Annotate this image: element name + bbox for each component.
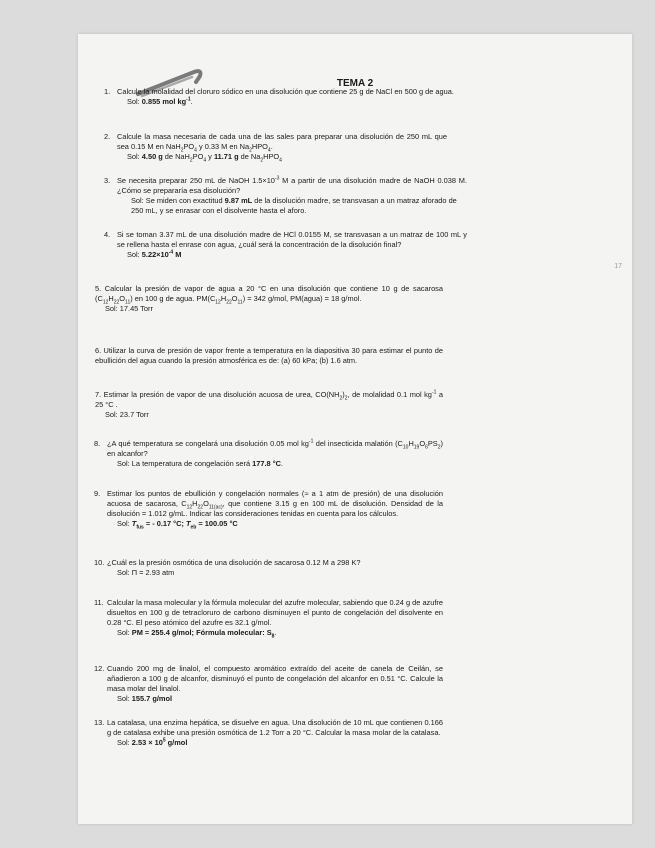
question-3 — [104, 175, 467, 216]
question-text: 7. Estimar la presión de vapor de una disolución acuosa de urea, $CO(NH_2)_2$, de molalidad 0.1 mol $kg^{-1}$ a 25 °C . — [95, 389, 444, 409]
question-text: La catalasa, una enzima hepática, se disuelve en agua. Una disolución de 10 mL que contienen 0.166 g de catalasa exhibe una presión osmótica de 1.2 Torr a 20 °C. Calcular la masa molar de la catalasa. — [107, 718, 443, 737]
question-6 — [95, 346, 443, 366]
question-9 — [94, 489, 443, 531]
question-12 — [94, 664, 443, 704]
solution: Sol: 17.45 Torr — [105, 304, 153, 313]
solution: Sol: 155.7 g/mol — [117, 694, 173, 703]
question-13 — [94, 718, 443, 748]
question-7 — [95, 390, 443, 420]
question-text: ¿A qué temperatura se congelará una disolución 0.05 mol $kg^{-1}$ del insecticida malatión $(C_{10}H_{19}O_6PS_2)$ en alcanfor? — [107, 438, 443, 458]
question-number: 12. — [94, 664, 105, 673]
question-text: Calcular la masa molecular y la fórmula molecular del azufre molecular, sabiendo que 0.24 g de azufre disueltos en 100 g de tetracloruro de carbono disminuyen el punto de congelación del disolvente en 0.28 °C. El peso atómico del azufre es 32.1 g/mol. — [107, 598, 443, 627]
solution: Sol: $2.53 \times 10^5$ g/mol — [117, 737, 188, 747]
question-5 — [95, 284, 443, 314]
question-number: 2. — [104, 132, 111, 141]
solution: Sol: 23.7 Torr — [105, 410, 149, 419]
solution: Sol: La temperatura de congelación será 177.8 °C. — [117, 459, 284, 468]
document-page — [78, 34, 632, 824]
question-8 — [94, 438, 443, 469]
question-text: Cuando 200 mg de linalol, el compuesto aromático extraído del aceite de canela de Ceilán, se añadieron a 100 g de alcanfor, disminuyó el punto de congelación del alcanfor en 0.51 °C. Calcule la masa molar del linalol. — [107, 664, 443, 693]
question-4 — [104, 230, 467, 260]
solution: Sol: PM = 255.4 g/mol; Fórmula molecular: $S_8$. — [117, 628, 277, 640]
question-11 — [94, 598, 443, 640]
page-title: TEMA 2 — [336, 78, 374, 89]
question-10 — [94, 558, 443, 578]
question-number: 1. — [104, 87, 111, 96]
solution: Sol: $T_{fus}$ = - 0.17 °C; $T_{eb} = 100.05$ °C — [117, 519, 238, 531]
question-text: Estimar los puntos de ebullición y congelación normales (≈ a 1 atm de presión) de una disolución acuosa de sacarosa, $C_{12}H_{22}O_{11(ac)}$, que contiene 3.15 g en 100 mL de disolución. Densidad de la disolución = 1.012 g/mL. Indicar las consideraciones tenidas en cuenta para los cálculos. — [107, 489, 443, 518]
question-number: 11. — [94, 598, 104, 607]
question-2 — [104, 132, 447, 164]
question-number: 3. — [104, 176, 111, 185]
question-text: Si se toman 3.37 mL de una disolución madre de HCl 0.0155 M, se transvasan a un matraz de 100 mL y se rellena hasta el enrase con agua, ¿cuál será la concentración de la disolución final? — [117, 230, 467, 249]
question-number: 9. — [94, 489, 101, 498]
question-number: 8. — [94, 439, 101, 448]
solution: Sol: Π = 2.93 atm — [117, 568, 175, 577]
solution: Sol: Se miden con exactitud 9.87 mL de la disolución madre, se transvasan a un matraz aforado de 250 mL, y se enrasar con el disolvente hasta el aforo. — [131, 196, 457, 215]
solution: Sol: 4.50 g de $NaH_2PO_4$ y 11.71 g de $Na_2HPO_4$ — [127, 152, 282, 164]
question-text: Calcule la masa necesaria de cada una de las sales para preparar una disolución de 250 mL que sea 0.15 M en $NaH_2PO_4$ y 0.33 M en $Na_2HPO_4$. — [117, 132, 447, 154]
page-number: 17 — [614, 263, 622, 270]
question-text: Se necesita preparar 250 mL de NaOH $1.5\times 10^{-3}$ M a partir de una disolución madre de NaOH 0.038 M. ¿Cómo se prepararía esa disolución? — [117, 175, 467, 195]
question-number: 10. — [94, 558, 105, 567]
question-1 — [104, 87, 467, 107]
question-text: 6. Utilizar la curva de presión de vapor frente a temperatura en la diapositiva 30 para estimar el punto de ebullición del agua cuando la presión atmosférica es de: (a) 60 kPa; (b) 1.6 atm. — [95, 346, 443, 365]
solution: Sol: $5.22\times 10^{-4}$ M — [127, 249, 182, 259]
question-text: Calcule la molalidad del cloruro sódico en una disolución que contiene 25 g de NaCl en 500 g de agua. — [117, 87, 454, 96]
question-number: 4. — [104, 230, 111, 239]
solution: Sol: 0.855 mol $kg^{-1}$. — [127, 96, 193, 106]
question-number: 13. — [94, 718, 105, 727]
question-text: 5. Calcular la presión de vapor de agua a 20 °C en una disolución que contiene 10 g de sacarosa $(C_{12}H_{22}O_{11})$ en 100 g de agua. $PM(C_{12}H_{22}O_{11}) = 342$ g/mol, PM(agua) = 18 g/mol. — [95, 284, 443, 306]
question-text: ¿Cuál es la presión osmótica de una disolución de sacarosa 0.12 M a 298 K? — [107, 558, 361, 567]
